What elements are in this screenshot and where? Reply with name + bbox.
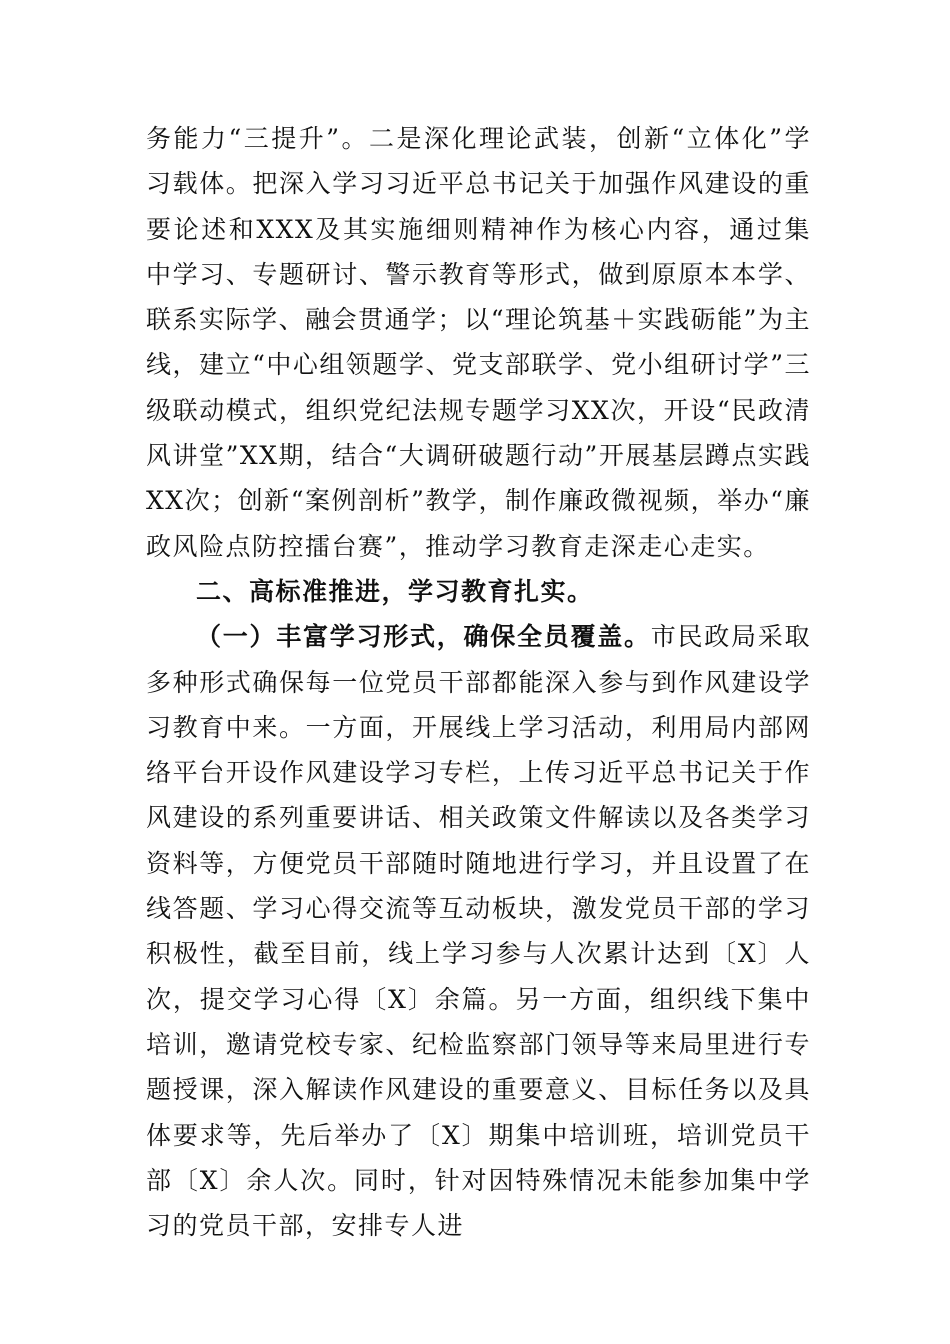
- subsection-body: 市民政局采取多种形式确保每一位党员干部都能深入参与到作风建设学习教育中来。一方面，开展线上学习活动，利用局内部网络平台开设作风建设学习专栏，上传习近平总书记关于作风建设的系列重要讲话、相关政策文件解读以及各类学习资料等，方便党员干部随时随地进行学习，并且设置了在线答题、学习心得交流等互动板块，激发党员干部的学习积极性，截至目前，线上学习参与人次累计达到〔X〕人次，提交学习心得〔X〕余篇。另一方面，组织线下集中培训，邀请党校专家、纪检监察部门领导等来局里进行专题授课，深入解读作风建设的重要意义、目标任务以及具体要求等，先后举办了〔X〕期集中培训班，培训党员干部〔X〕余人次。同时，针对因特殊情况未能参加集中学习的党员干部，安排专人进: [146, 622, 811, 1241]
- paragraph-study-forms: [146, 614, 811, 1248]
- paragraph-continuation: 务能力“三提升”。二是深化理论武装，创新“立体化”学习载体。把深入学习习近平总书记关于加强作风建设的重要论述和XXX及其实施细则精神作为核心内容，通过集中学习、专题研讨、警示教育等形式，做到原原本本学、联系实际学、融会贯通学；以“理论筑基＋实践砺能”为主线，建立“中心组领题学、党支部联学、党小组研讨学”三级联动模式，组织党纪法规专题学习XX次，开设“民政清风讲堂”XX期，结合“大调研破题行动”开展基层蹲点实践XX次；创新“案例剖析”教学，制作廉政微视频，举办“廉政风险点防控擂台赛”，推动学习教育走深走心走实。: [146, 124, 811, 561]
- section-heading: 二、高标准推进，学习教育扎实。: [196, 576, 594, 606]
- document-body: [146, 116, 811, 1248]
- subsection-lead: （一）丰富学习形式，确保全员覆盖。: [196, 622, 651, 652]
